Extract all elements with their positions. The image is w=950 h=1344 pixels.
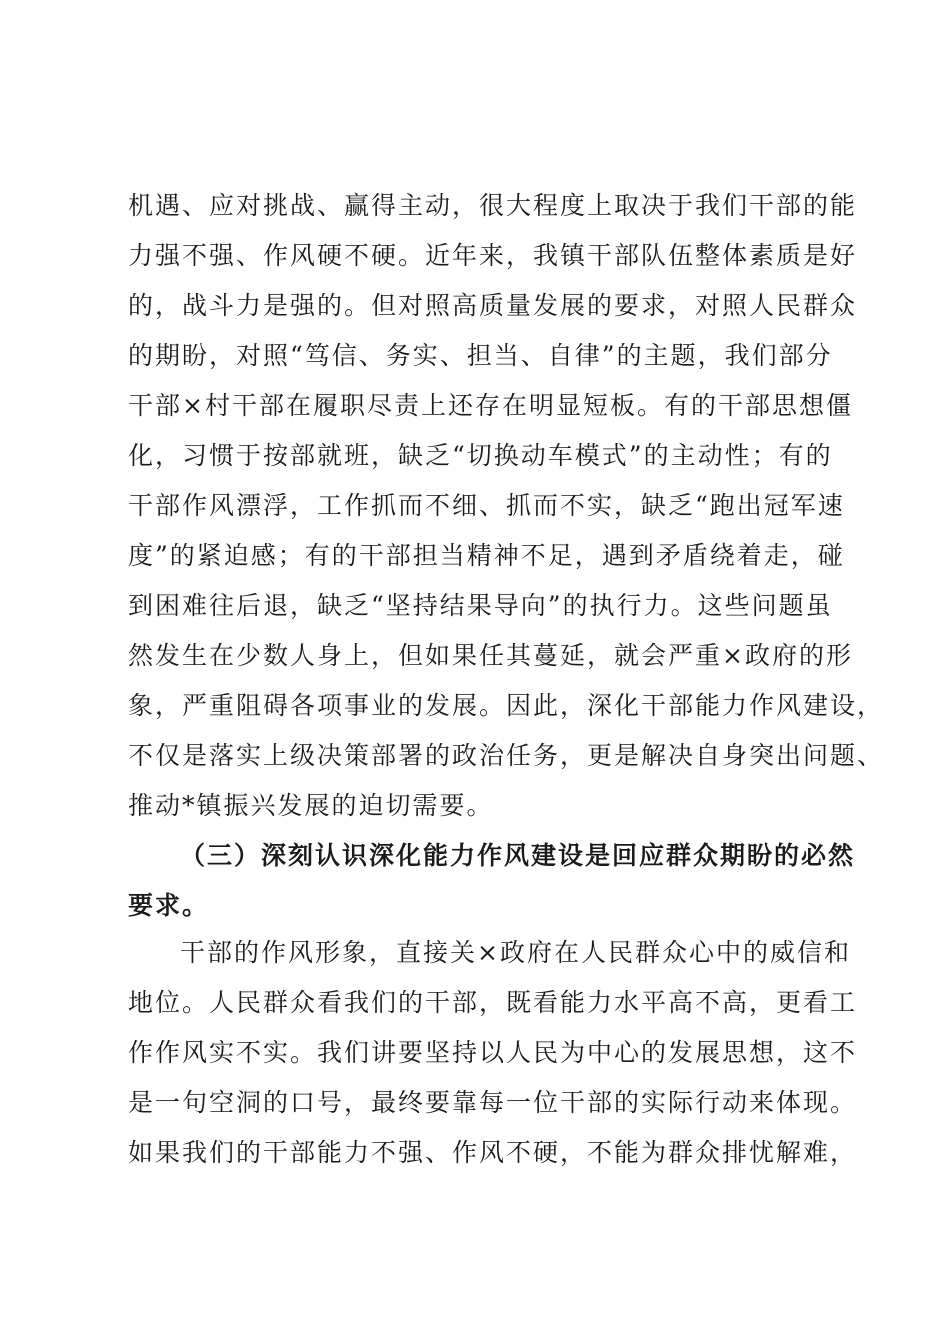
heading-line: 要求。 — [128, 891, 210, 920]
paragraph-line: 的期盼，对照“笃信、务实、担当、自律”的主题，我们部分 — [128, 341, 833, 370]
paragraph-line: 推动*镇振兴发展的迫切需要。 — [128, 791, 494, 820]
paragraph-line: 是一句空洞的口号，最终要靠每一位干部的实际行动来体现。 — [128, 1088, 858, 1117]
paragraph-line: 如果我们的干部能力不强、作风不硬，不能为群众排忧解难， — [128, 1138, 858, 1167]
paragraph-line: 力强不强、作风硬不硬。近年来，我镇干部队伍整体素质是好 — [128, 241, 858, 270]
paragraph-2 — [128, 928, 858, 1178]
paragraph-line: 然发生在少数人身上，但如果任其蔓延，就会严重×政府的形 — [128, 641, 853, 670]
paragraph-line: 到困难往后退，缺乏“坚持结果导向”的执行力。这些问题虽 — [128, 591, 833, 620]
heading-line: （三）深刻认识深化能力作风建设是回应群众期盼的必然 — [180, 841, 856, 870]
paragraph-line: 干部作风漂浮，工作抓而不细、抓而不实，缺乏“跑出冠军速 — [128, 491, 845, 520]
paragraph-line: 度”的紧迫感；有的干部担当精神不足，遇到矛盾绕着走，碰 — [128, 541, 845, 570]
paragraph-line: 化，习惯于按部就班，缺乏“切换动车模式”的主动性；有的 — [128, 441, 833, 470]
paragraph-line: 的，战斗力是强的。但对照高质量发展的要求，对照人民群众 — [128, 291, 858, 320]
paragraph-line: 干部的作风形象，直接关×政府在人民群众心中的威信和 — [180, 938, 851, 967]
paragraph-1 — [128, 181, 885, 831]
paragraph-line: 干部×村干部在履职尽责上还存在明显短板。有的干部思想僵 — [128, 391, 853, 420]
paragraph-line: 不仅是落实上级决策部署的政治任务，更是解决自身突出问题、 — [128, 741, 885, 770]
paragraph-line: 象，严重阻碍各项事业的发展。因此，深化干部能力作风建设， — [128, 691, 885, 720]
paragraph-line: 地位。人民群众看我们的干部，既看能力水平高不高，更看工 — [128, 988, 858, 1017]
paragraph-line: 机遇、应对挑战、赢得主动，很大程度上取决于我们干部的能 — [128, 191, 858, 220]
section-heading — [128, 831, 856, 931]
paragraph-line: 作作风实不实。我们讲要坚持以人民为中心的发展思想，这不 — [128, 1038, 858, 1067]
